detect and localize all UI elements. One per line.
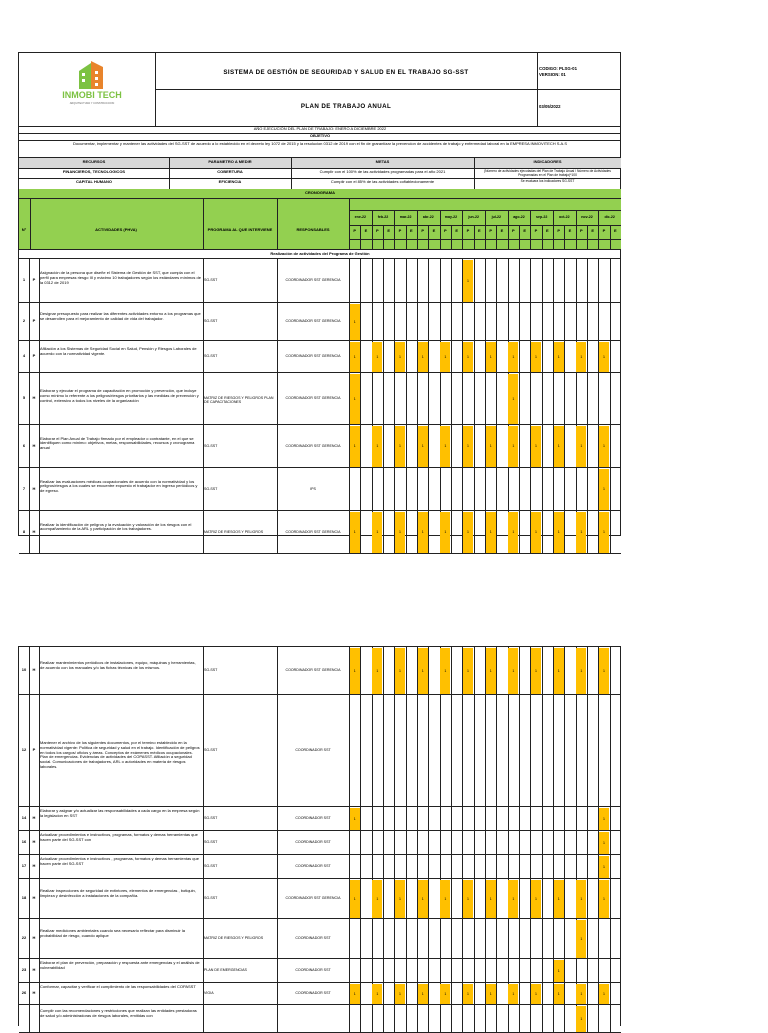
plan-mark: 1 xyxy=(531,342,541,372)
plan-mark: 1 xyxy=(350,426,360,467)
row-phva: P xyxy=(32,353,36,358)
row-number: 22 xyxy=(21,935,27,940)
row-phva: H xyxy=(32,990,36,995)
table-row xyxy=(19,831,621,855)
row-phva: P xyxy=(32,747,36,752)
plan-mark: 1 xyxy=(508,342,518,372)
table-row xyxy=(19,341,621,373)
row-number: 7 xyxy=(22,485,26,491)
responsible-text: COORDINADOR SST xyxy=(295,816,331,820)
plan-mark: 1 xyxy=(395,880,405,918)
plan-mark: 1 xyxy=(440,342,450,372)
row-number: 12 xyxy=(21,747,27,752)
plan-mark: 1 xyxy=(350,342,360,372)
param-cell: EFICIENCIA xyxy=(218,179,242,184)
plan-mark: 1 xyxy=(486,342,496,372)
plan-mark: 1 xyxy=(372,342,382,372)
plan-mark: 1 xyxy=(372,880,382,918)
program-text: SG-SST xyxy=(204,443,218,448)
plan-mark: 1 xyxy=(395,342,405,372)
plan-mark: 1 xyxy=(508,374,518,424)
program-text: MATRIZ DE RIESGOS Y PELIGROS xyxy=(204,936,264,940)
activity-text: Mantener el archivo de los siguientes documentos, por el termino establecido en la normatividad vigente: Política de seguridad y salud en el trabajo. Identificación de peligros en todos los cargos/ oficios y áreas. Conceptos de exámenes médicos ocupacionales. Plan de emergencias. Evidencias de actividades del COPASST. Afiliación a seguridad social. Comunicaciones de trabajadores, ARL o autoridades en materia de riesgos laborales. xyxy=(40,740,200,769)
plan-exec-header: P xyxy=(466,228,470,233)
plan-mark: 1 xyxy=(486,426,496,467)
activity-text: Elaborar el Plan Anual de Trabajo firmado por el empleador o contratante, en el que se identifiquen como mínimo: objetivos, metas, responsabilidades, recursos y cronograma anual xyxy=(40,435,195,451)
plan-mark: 1 xyxy=(463,880,473,918)
plan-exec-header: E xyxy=(613,228,617,233)
row-phva: H xyxy=(32,442,36,448)
plan-exec-header: E xyxy=(387,228,390,233)
row-phva: H xyxy=(32,935,36,940)
table-row xyxy=(19,983,621,1005)
plan-mark: 1 xyxy=(440,880,450,918)
row-number: 10 xyxy=(21,667,27,672)
plan-exec-header: E xyxy=(455,228,458,233)
month-header: mar-22 xyxy=(399,215,412,219)
plan-mark: 1 xyxy=(554,648,564,694)
plan-mark: 1 xyxy=(508,984,518,1004)
activity-text: Afiliación a los Sistemas de Seguridad Social en Salud, Pensión y Riesgos Laborales de acuerdo con la normatividad vigente. xyxy=(40,346,197,356)
row-phva: H xyxy=(32,667,36,672)
activity-text: Realizar las evaluaciones médicas ocupacionales de acuerdo con la normatividad y los peligros/riesgos a los cuales se encuentre expuesto el trabajador en ingreso periódicos y de egreso. xyxy=(40,478,198,494)
table-row xyxy=(19,647,621,695)
plan-mark: 1 xyxy=(350,648,360,694)
plan-mark: 1 xyxy=(508,648,518,694)
activity-text: Conformar, capacitar y verificar el cumplimiento de las responsabilidades del COPASST xyxy=(40,984,196,989)
param-cell: COBERTURA xyxy=(217,169,243,174)
plan-mark: 1 xyxy=(486,984,496,1004)
plan-sheet-page-1 xyxy=(18,52,621,536)
row-number: 26 xyxy=(21,990,27,995)
plan-exec-header: E xyxy=(591,228,594,233)
row-phva: P xyxy=(32,318,36,323)
plan-mark: 1 xyxy=(554,984,564,1004)
plan-mark: 1 xyxy=(418,880,428,918)
plan-mark: 1 xyxy=(463,260,473,302)
month-header: abr-22 xyxy=(422,215,434,219)
activity-text: Realizar inspecciones de seguridad de extintores, elementos de emergencias , botiquin, limpieza y desinfección a instalaciones de la compañía. xyxy=(40,888,196,898)
plan-exec-header: E xyxy=(409,228,413,233)
plan-mark: 1 xyxy=(554,342,564,372)
row-number: 16 xyxy=(21,839,27,844)
plan-mark: 1 xyxy=(372,426,382,467)
plan-mark: 1 xyxy=(486,880,496,918)
cronograma-label: CRONOGRAMA xyxy=(305,190,335,195)
table-row xyxy=(19,259,621,303)
document-version: VERSION: 01 xyxy=(539,72,566,77)
activity-text: Actualizar procedimientos e instructivos , programas, formatos y demas herramientas que hacen parte del SG-SST xyxy=(40,856,199,866)
month-header: ene-22 xyxy=(354,215,367,219)
activity-text: Designar presupuesto para realizar las diferentes actividades entorno a los programas que se desarrollen para el mejoramiento de calidad de vida del trabajador. xyxy=(40,311,201,321)
row-phva: H xyxy=(32,815,36,820)
plan-mark: 1 xyxy=(418,984,428,1004)
execution-year: AÑO EJECUCIÓN DEL PLAN DE TRABAJO: ENERO A DICIEMBRE 2022 xyxy=(253,126,387,131)
plan-exec-header: E xyxy=(545,228,549,233)
plan-mark: 1 xyxy=(418,648,428,694)
plan-mark: 1 xyxy=(372,512,382,553)
plan-mark: 1 xyxy=(418,512,428,553)
plan-mark: 1 xyxy=(463,984,473,1004)
num-header: N° xyxy=(21,227,27,232)
plan-mark: 1 xyxy=(395,426,405,467)
responsible-text: COORDINADOR SST GERENCIA xyxy=(285,529,341,534)
company-logo xyxy=(57,57,127,109)
plan-exec-header: P xyxy=(511,228,515,233)
month-header: jul-22 xyxy=(491,215,502,219)
table-row xyxy=(19,303,621,341)
activity-text: Elaborar y asignar y/o actualizar las responsabilidades a cada cargo en la empresa según la legislacion en SST xyxy=(40,808,200,818)
plan-mark: 1 xyxy=(599,984,609,1004)
program-text: SG-SST xyxy=(204,278,218,282)
section-title: Realización de actividades del Programa de Gestión xyxy=(270,251,370,256)
plan-exec-header: P xyxy=(557,228,560,233)
plan-mark: 1 xyxy=(372,648,382,694)
plan-mark: 1 xyxy=(508,426,518,467)
plan-exec-header: E xyxy=(568,228,572,233)
plan-exec-header: E xyxy=(523,228,526,233)
document-date: 03/05/2022 xyxy=(539,104,561,109)
plan-mark: 1 xyxy=(531,880,541,918)
plan-mark: 1 xyxy=(350,984,360,1004)
plan-mark: 1 xyxy=(440,648,450,694)
plan-mark: 1 xyxy=(554,880,564,918)
plan-exec-header: P xyxy=(489,228,492,233)
responsible-text: COORDINADOR SST xyxy=(295,840,331,844)
responsible-text: COORDINADOR SST xyxy=(295,968,331,972)
program-text: SG-SST xyxy=(204,319,218,323)
activity-text: Asignación de la persona que diseñe el Sistema de Gestión de SST, que cumpla con el perfil para empresas riesgo III y máximo 10 trabajadores según los estándares mínimos de la 0312 de 2019 xyxy=(40,270,201,285)
month-header: dic-22 xyxy=(604,215,615,219)
row-number: 1 xyxy=(22,277,26,282)
table-row xyxy=(19,425,621,468)
activity-text: Realizar mantenimientos periódicos de instalaciones, equipo, máquinas y herramientas, de acuerdo con los manuales y/o las fichas técnicas de los mismos. xyxy=(40,660,196,670)
row-number: 8 xyxy=(22,528,26,534)
program-text: MATRIZ DE RIESGOS Y PELIGROS xyxy=(204,529,264,534)
plan-mark: 1 xyxy=(576,1006,586,1032)
row-number: 17 xyxy=(21,863,27,868)
program-text: PLAN DE EMERGENCIAS xyxy=(204,968,247,972)
plan-mark: 1 xyxy=(463,426,473,467)
document-code: CODIGO: PLSG-01 xyxy=(539,66,577,71)
plan-mark: 1 xyxy=(599,512,609,553)
activity-text: Elaborar y ejecutar el programa de capacitación en promoción y prevención, que incluye como mínimo lo referente a los peligros/riesgos prioritarios y las medidas de prevención y control, extensivo a todos los niveles de la organización xyxy=(40,388,199,403)
plan-exec-header: P xyxy=(421,228,424,233)
table-row xyxy=(19,879,621,919)
plan-mark: 1 xyxy=(599,342,609,372)
plan-mark: 1 xyxy=(531,648,541,694)
plan-mark: 1 xyxy=(486,648,496,694)
plan-mark: 1 xyxy=(531,512,541,553)
param-header: INDICADORES xyxy=(533,159,562,164)
row-number: 23 xyxy=(21,967,27,972)
plan-mark: 1 xyxy=(350,880,360,918)
program-text: SG-SST xyxy=(204,748,218,752)
objective-label: OBJETIVO xyxy=(309,133,331,138)
param-cell: Cumplir con el 85% de las actividades cofiablecionamente xyxy=(330,179,435,184)
logo-text: INMOBI TECH xyxy=(62,90,122,100)
table-row xyxy=(19,695,621,807)
plan-mark: 1 xyxy=(350,304,360,340)
row-phva: H xyxy=(32,863,36,868)
plan-mark: 1 xyxy=(463,342,473,372)
plan-exec-header: P xyxy=(579,228,583,233)
program-text: VIGIA xyxy=(204,991,214,995)
plan-mark: 1 xyxy=(508,880,518,918)
param-header: METAS xyxy=(375,159,390,164)
month-header: oct-22 xyxy=(559,215,570,219)
plan-mark: 1 xyxy=(440,512,450,553)
plan-mark: 1 xyxy=(350,374,360,424)
activity-text: Cumplir con las recomendaciones y restricciones que realizan las entidades prestadoras de salud y/o administradoras de riesgos laborales, emitidas con xyxy=(40,1008,197,1018)
row-phva: H xyxy=(32,485,36,491)
row-number: 2 xyxy=(22,318,26,323)
plan-mark: 1 xyxy=(576,426,586,467)
activity-text: Realizar la identificación de peligros y la evaluación y valoración de los riesgos con el acompañamiento de la ARL y participación de los trabajadores. xyxy=(40,521,192,532)
responsible-text: COORDINADOR SST GERENCIA xyxy=(285,396,341,400)
responsible-text: COORDINADOR SST xyxy=(295,936,331,940)
plan-mark: 1 xyxy=(599,469,609,510)
plan-exec-header: P xyxy=(375,228,379,233)
plan-mark: 1 xyxy=(395,648,405,694)
month-header: may-22 xyxy=(444,215,458,219)
plan-exec-header: E xyxy=(500,228,504,233)
document-subtitle: PLAN DE TRABAJO ANUAL xyxy=(300,103,392,110)
plan-exec-header: P xyxy=(534,228,538,233)
plan-mark: 1 xyxy=(350,512,360,553)
plan-mark: 1 xyxy=(531,984,541,1004)
program-text: SG-SST xyxy=(204,896,218,900)
row-number: 14 xyxy=(21,815,27,820)
plan-mark: 1 xyxy=(576,512,586,553)
plan-mark: 1 xyxy=(599,808,609,830)
plan-mark: 1 xyxy=(418,342,428,372)
table-row xyxy=(19,855,621,879)
plan-mark: 1 xyxy=(531,426,541,467)
param-header: RECURSOS xyxy=(82,159,106,164)
param-cell: CAPITAL HUMANO xyxy=(75,179,113,184)
plan-exec-header: P xyxy=(398,228,402,233)
activity-text: Realizar mediciones ambientales cuando sea necesario reflectar para disminuir la probabilidad de riesgo, cuando aplique xyxy=(40,928,185,938)
row-number: 5 xyxy=(22,395,26,400)
param-cell: Se evaluara los indicadores SG-SST xyxy=(520,179,575,183)
plan-exec-header: E xyxy=(364,228,368,233)
program-header: PROGRAMA AL QUE INTERVIENE xyxy=(207,227,273,232)
param-cell: FINANCIEROS, TECNOLOGICOS xyxy=(62,169,126,174)
responsible-text: COORDINADOR SST GERENCIA xyxy=(285,278,341,282)
responsible-text: IPS xyxy=(310,486,316,491)
row-phva: P xyxy=(32,277,36,282)
program-text: SG-SST xyxy=(204,816,218,820)
plan-mark: 1 xyxy=(576,920,586,958)
plan-mark: 1 xyxy=(418,426,428,467)
plan-mark: 1 xyxy=(599,648,609,694)
plan-mark: 1 xyxy=(599,426,609,467)
program-text: SG-SST xyxy=(204,486,218,491)
plan-mark: 1 xyxy=(576,984,586,1004)
table-row xyxy=(19,511,621,554)
table-row xyxy=(19,468,621,511)
responsible-text: COORDINADOR SST xyxy=(295,991,331,995)
logo-subtext: ARQUITECTURA Y CONSTRUCCION xyxy=(69,102,115,105)
responsible-text: COORDINADOR SST GERENCIA xyxy=(285,319,341,323)
plan-sheet-page-2 xyxy=(18,646,621,1026)
plan-mark: 1 xyxy=(372,984,382,1004)
responsible-text: COORDINADOR SST GERENCIA xyxy=(285,896,341,900)
plan-mark: 1 xyxy=(576,648,586,694)
param-cell: (Número de actividades ejecutadas del Plan de Trabajo Anual / Número de Actividades Programadas en el Plan de trabajo)*100 xyxy=(484,169,611,177)
table-row xyxy=(19,807,621,831)
plan-exec-header: P xyxy=(353,228,356,233)
activity-text: Elaborar el plan de prevención, preparación y respuesta ante emergencias y el análisis de vulnerabilidad xyxy=(40,960,200,970)
month-header: feb-22 xyxy=(377,215,389,219)
activity-text: Actualizar procedimientos e instructivos, programas, formatos y demas herramientas que hacen parte del SG-SST con xyxy=(40,832,198,842)
responsible-text: COORDINADOR SST GERENCIA xyxy=(285,668,341,672)
plan-mark: 1 xyxy=(554,426,564,467)
month-header: sep-22 xyxy=(535,215,548,219)
objective-text: Documentar, implementar y mantener las actividades del SG-SST de acuerdo a lo establecido en el decreto ley 1072 de 2015 y la resolucion 0312 de 2019 con el fin de grarantizar la prevencion de accidentes de trabajo y enfermedad laboral en la EMPRESA INMOVITECH S.A.S xyxy=(73,141,567,146)
plan-mark: 1 xyxy=(576,342,586,372)
row-phva: H xyxy=(32,967,36,972)
month-header: ago-22 xyxy=(513,215,525,219)
plan-exec-header: E xyxy=(477,228,481,233)
document-title: SISTEMA DE GESTIÓN DE SEGURIDAD Y SALUD EN EL TRABAJO SG-SST xyxy=(223,69,469,76)
program-text: MATRIZ DE RIESGOS Y PELIGROS PLAN DE CAPACITACIONES xyxy=(204,396,274,405)
table-row xyxy=(19,1005,621,1033)
table-row xyxy=(19,373,621,425)
program-text: SG-SST xyxy=(204,840,218,844)
plan-mark: 1 xyxy=(440,984,450,1004)
plan-mark: 1 xyxy=(350,808,360,830)
plan-mark: 1 xyxy=(554,960,564,982)
activities-header: ACTIVIDADES (PHVA) xyxy=(95,227,137,232)
plan-mark: 1 xyxy=(599,880,609,918)
plan-mark: 1 xyxy=(554,512,564,553)
row-phva: H xyxy=(32,839,36,844)
plan-exec-header: P xyxy=(443,228,447,233)
param-header: PARAMETRO A MEDIR xyxy=(208,159,252,164)
plan-mark: 1 xyxy=(508,512,518,553)
plan-mark: 1 xyxy=(463,648,473,694)
month-header: jun-22 xyxy=(468,215,479,219)
plan-mark: 1 xyxy=(599,832,609,854)
plan-mark: 1 xyxy=(395,984,405,1004)
table-row xyxy=(19,919,621,959)
responsible-text: COORDINADOR SST GERENCIA xyxy=(285,354,341,358)
plan-mark: 1 xyxy=(440,426,450,467)
program-text: SG-SST xyxy=(204,668,218,672)
plan-mark: 1 xyxy=(599,856,609,878)
program-text: SG-SST xyxy=(204,864,218,868)
responsible-text: COORDINADOR SST xyxy=(295,864,331,868)
row-phva: H xyxy=(32,895,36,900)
plan-mark: 1 xyxy=(395,512,405,553)
table-row xyxy=(19,959,621,983)
param-cell: Cumplir con el 100% de las actividades programadas para el año 2021 xyxy=(319,169,446,174)
responsible-text: COORDINADOR SST GERENCIA xyxy=(285,443,341,448)
plan-exec-header: E xyxy=(432,228,436,233)
plan-mark: 1 xyxy=(463,512,473,553)
plan-mark: 1 xyxy=(576,880,586,918)
plan-exec-header: P xyxy=(602,228,606,233)
row-phva: H xyxy=(32,528,36,534)
row-phva: H xyxy=(32,395,36,400)
row-number: 6 xyxy=(22,442,26,448)
row-number: 18 xyxy=(21,895,27,900)
program-text: SG-SST xyxy=(204,354,218,358)
row-number: 4 xyxy=(22,353,26,358)
month-header: nov-22 xyxy=(581,215,593,219)
plan-mark: 1 xyxy=(486,512,496,553)
building-logo-icon xyxy=(57,57,127,91)
responsible-text: COORDINADOR SST xyxy=(295,748,331,752)
responsible-header: RESPONSABLES xyxy=(296,227,330,232)
